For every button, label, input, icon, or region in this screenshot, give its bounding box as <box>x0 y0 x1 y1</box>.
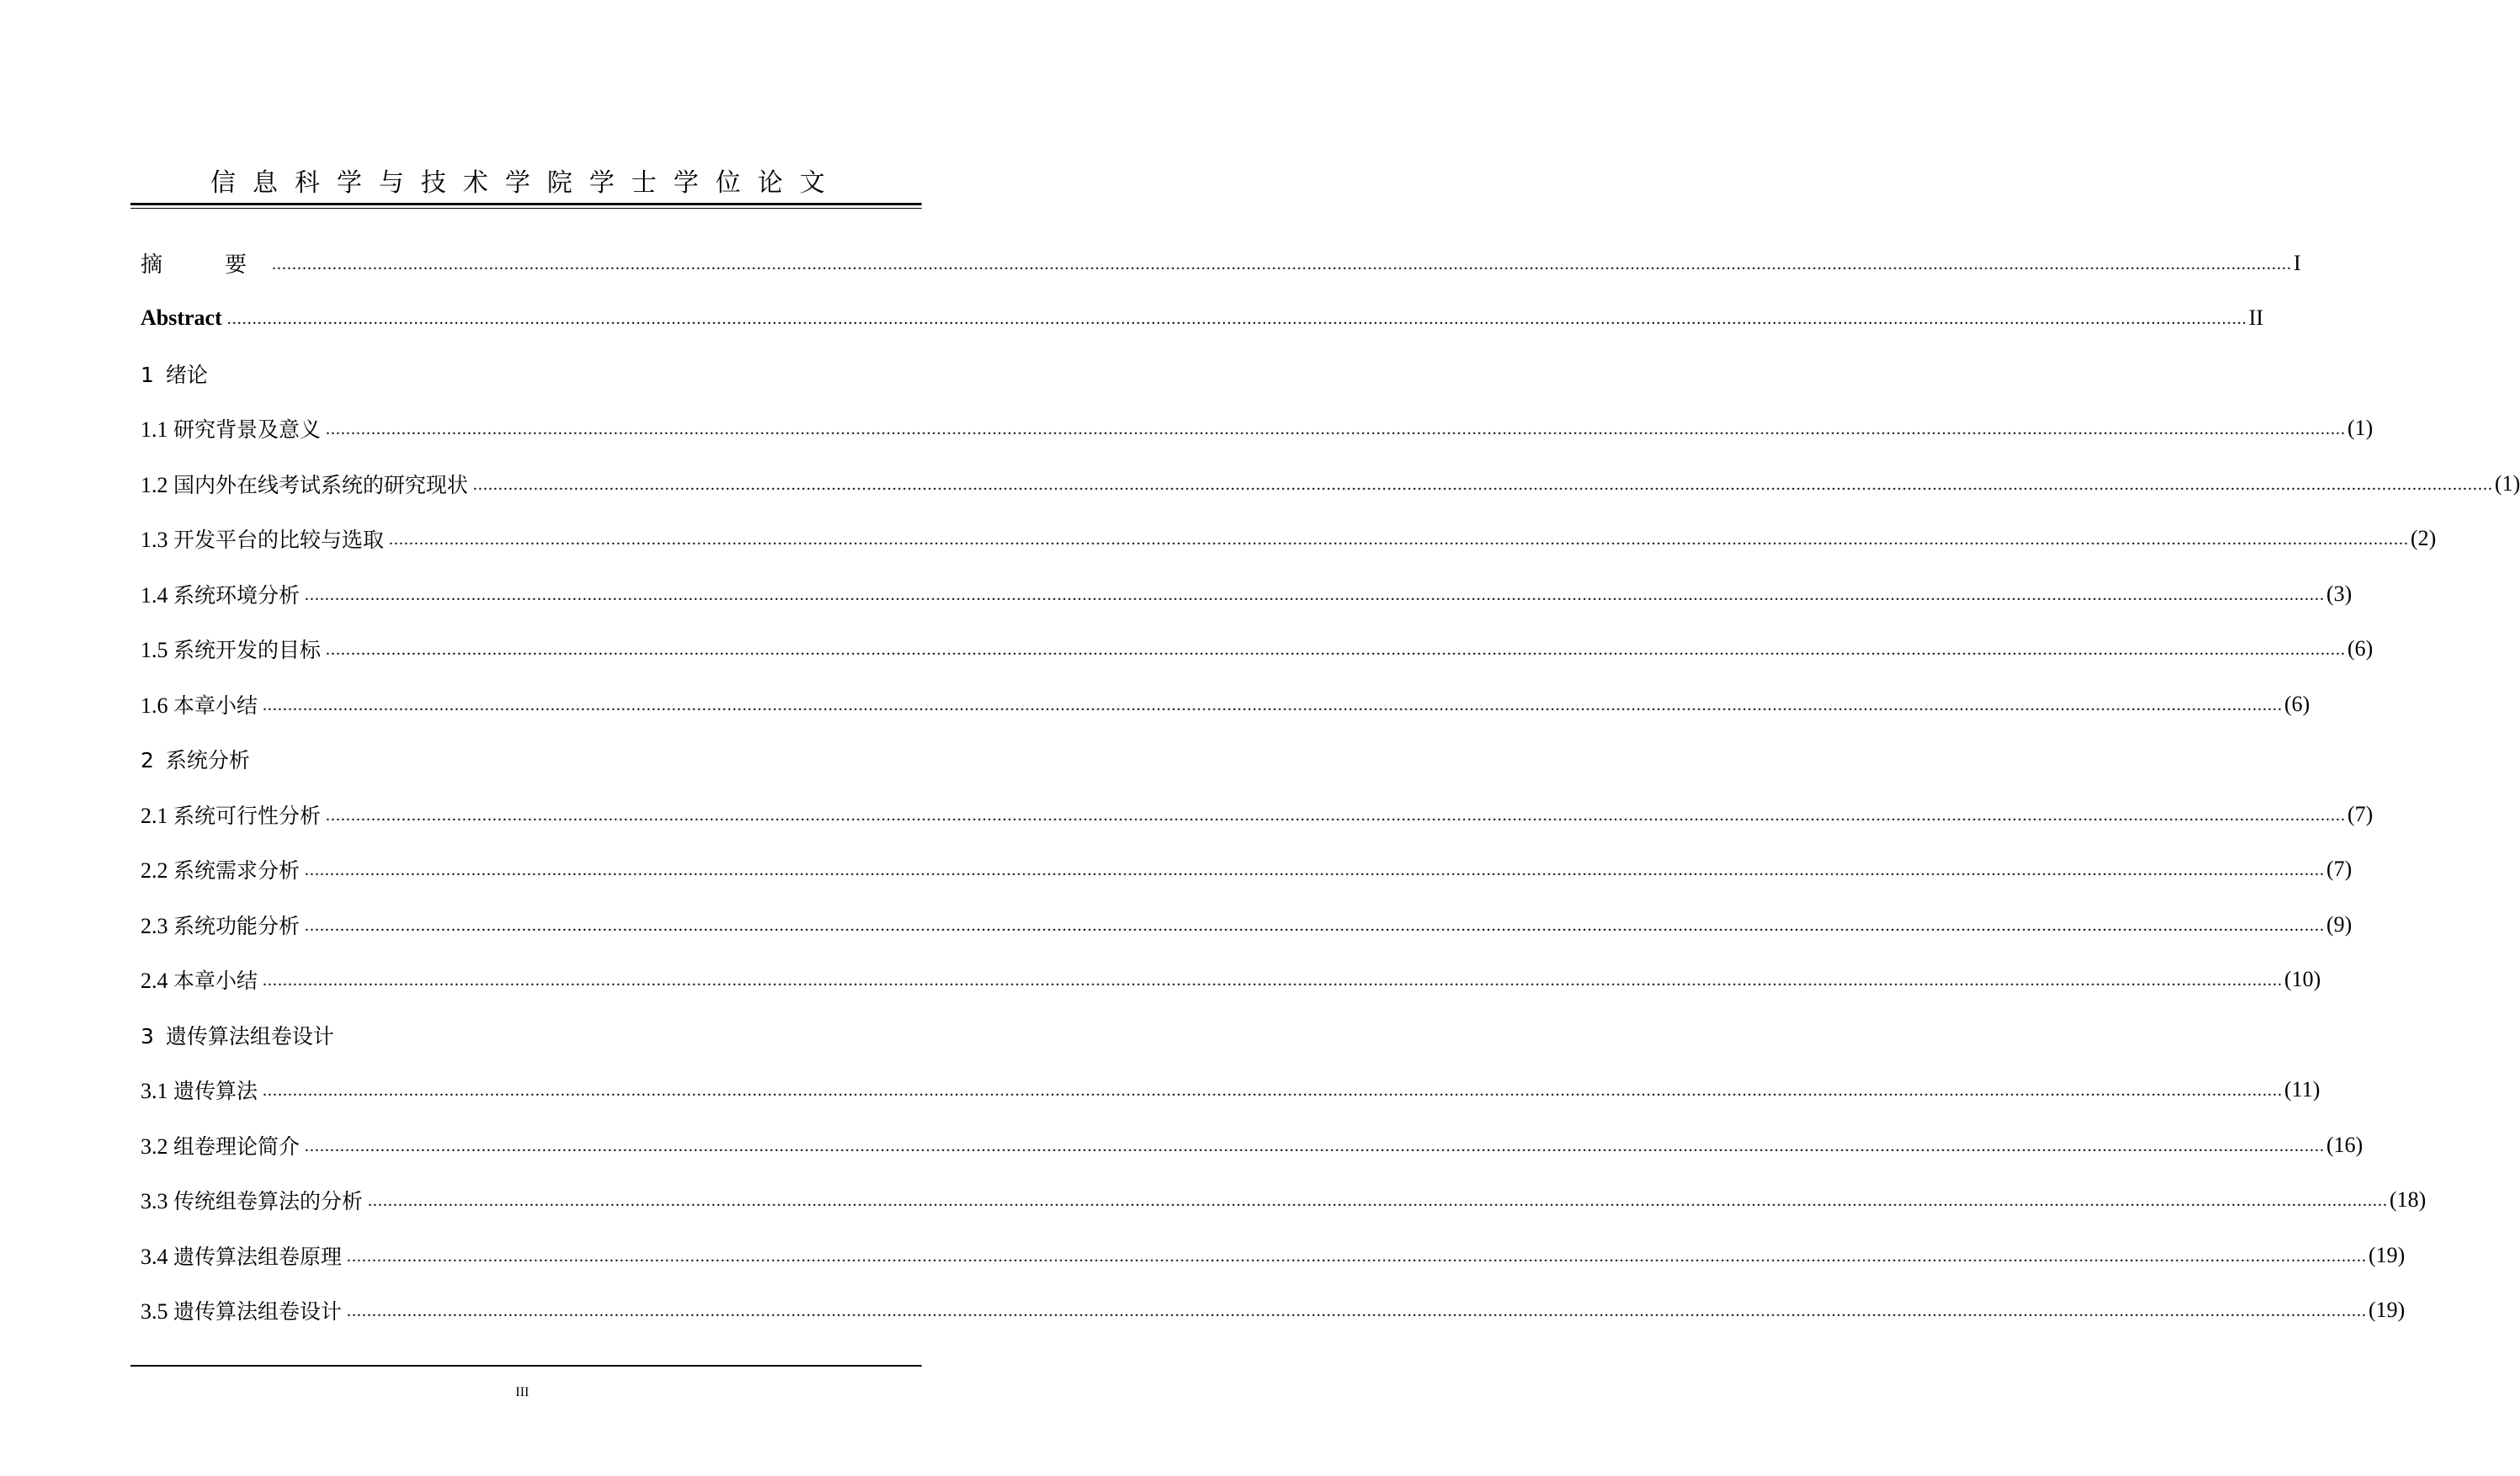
toc-entry-title <box>141 689 263 719</box>
toc-entry-number: 2.2 <box>141 858 168 884</box>
toc-entry-text: 本章小结 <box>173 693 258 718</box>
toc-page-number: (9) <box>2326 911 2353 937</box>
toc-entry-title <box>141 1240 347 1271</box>
toc-dot-leader: ................................................................................................................................................................................................................................................................................................................................................................................................................ <box>305 861 2326 879</box>
toc-chapter-heading[interactable] <box>141 346 909 401</box>
toc-page-number: I <box>2294 250 2301 275</box>
toc-entry-text: 系统分析 <box>165 748 250 773</box>
toc-entry[interactable] <box>141 456 2520 512</box>
toc-dot-leader: ................................................................................................................................................................................................................................................................................................................................................................................................................ <box>263 695 2283 714</box>
toc-page-number: (10) <box>2284 967 2321 992</box>
toc-dot-leader: ................................................................................................................................................................................................................................................................................................................................................................................................................ <box>326 805 2347 825</box>
toc-entry-title <box>141 964 263 995</box>
toc-page-number: (6) <box>2347 636 2374 661</box>
toc-page-number: (1) <box>2495 470 2520 496</box>
toc-entry-text: 遗传算法 <box>173 1079 258 1104</box>
toc-entry-title <box>141 1185 368 1215</box>
toc-entry[interactable] <box>141 512 2437 567</box>
toc-entry-title <box>141 799 326 830</box>
toc-entry[interactable] <box>141 1228 2406 1283</box>
toc-dot-leader: ................................................................................................................................................................................................................................................................................................................................................................................................................ <box>473 475 2494 494</box>
toc-page-number: (18) <box>2390 1187 2427 1213</box>
toc-page-number: (1) <box>2347 416 2374 441</box>
header-rule <box>130 203 922 205</box>
toc-entry-text: 国内外在线考试系统的研究现状 <box>173 472 469 497</box>
toc-entry[interactable] <box>141 1173 2427 1229</box>
toc-dot-leader: ................................................................................................................................................................................................................................................................................................................................................................................................................ <box>305 1136 2326 1155</box>
toc-entry-text: 本章小结 <box>173 969 258 994</box>
toc-entry-title <box>141 1075 263 1105</box>
toc-entry-text: 研究背景及意义 <box>173 417 322 443</box>
toc-entry-number: 3.5 <box>141 1299 168 1325</box>
page-number: III <box>515 1385 529 1399</box>
toc-entry[interactable] <box>141 291 2264 347</box>
toc-entry[interactable] <box>141 842 2353 898</box>
toc-entry-number: 1.4 <box>141 582 168 608</box>
running-header-title: 信息科学与技术学院学士学位论文 <box>210 168 842 198</box>
toc-entry-number: 2.4 <box>141 969 168 994</box>
toc-entry-title <box>141 744 255 774</box>
toc-chapter-heading[interactable] <box>141 1007 909 1063</box>
toc-entry[interactable] <box>141 236 2301 291</box>
toc-entry-number: 3.1 <box>141 1079 168 1104</box>
toc-page-number: (19) <box>2368 1298 2406 1323</box>
toc-dot-leader: ................................................................................................................................................................................................................................................................................................................................................................................................................ <box>305 916 2326 935</box>
toc-entry-title <box>141 854 305 884</box>
toc-page-number: (7) <box>2347 801 2374 826</box>
toc-entry-number: 1.1 <box>141 417 168 443</box>
toc-entry-title <box>141 523 389 554</box>
toc-entry-title <box>141 634 326 664</box>
toc-page-number: (19) <box>2368 1242 2406 1267</box>
toc-entry-title <box>141 358 213 389</box>
toc-entry-title <box>141 413 326 443</box>
toc-entry[interactable] <box>141 1063 2321 1118</box>
toc-entry-number: 1.5 <box>141 638 168 663</box>
toc-entry-text: 绪论 <box>165 362 208 387</box>
toc-entry[interactable] <box>141 897 2353 953</box>
toc-entry-text: 系统环境分析 <box>173 582 300 608</box>
toc-entry[interactable] <box>141 401 2374 457</box>
toc-entry-text: 摘 要 <box>141 252 268 279</box>
toc-entry-text: Abstract <box>141 305 222 331</box>
toc-entry-title <box>141 305 227 331</box>
toc-entry-text: 遗传算法组卷原理 <box>173 1244 343 1269</box>
toc-entry-number: 3.2 <box>141 1134 168 1159</box>
toc-entry-text: 传统组卷算法的分析 <box>173 1189 364 1214</box>
toc-entry-number: 1 <box>141 362 154 387</box>
toc-entry-number: 2.3 <box>141 913 168 938</box>
toc-entry-text: 遗传算法组卷设计 <box>173 1299 343 1325</box>
toc-entry[interactable] <box>141 953 2321 1008</box>
toc-entry-title <box>141 1295 347 1325</box>
toc-entry-text: 系统功能分析 <box>173 913 300 938</box>
toc-entry-number: 1.3 <box>141 528 168 553</box>
toc-dot-leader: ................................................................................................................................................................................................................................................................................................................................................................................................................ <box>226 310 2247 328</box>
toc-entry-title <box>141 247 272 279</box>
toc-dot-leader: ................................................................................................................................................................................................................................................................................................................................................................................................................ <box>347 1302 2368 1320</box>
toc-entry[interactable] <box>141 787 2374 842</box>
toc-entry-text: 组卷理论简介 <box>173 1134 300 1159</box>
toc-entry-title <box>141 910 305 940</box>
header-rule-thin <box>130 208 922 209</box>
table-of-contents <box>141 236 2520 1338</box>
toc-page-number: II <box>2248 305 2264 331</box>
toc-entry-number: 1.2 <box>141 472 168 497</box>
toc-dot-leader: ................................................................................................................................................................................................................................................................................................................................................................................................................ <box>305 585 2326 604</box>
toc-entry-text: 系统可行性分析 <box>173 803 322 828</box>
toc-entry-number: 2 <box>141 748 154 773</box>
toc-page-number: (7) <box>2326 857 2353 882</box>
toc-entry-text: 遗传算法组卷设计 <box>165 1023 334 1049</box>
toc-entry[interactable] <box>141 677 2310 732</box>
toc-page-number: (6) <box>2284 691 2310 716</box>
toc-entry-number: 1.6 <box>141 693 168 718</box>
toc-entry-title <box>141 469 473 499</box>
toc-entry-number: 3 <box>141 1023 154 1049</box>
toc-dot-leader: ................................................................................................................................................................................................................................................................................................................................................................................................................ <box>389 530 2410 549</box>
toc-entry-text: 系统需求分析 <box>173 858 300 884</box>
toc-entry[interactable] <box>141 566 2353 622</box>
toc-dot-leader: ................................................................................................................................................................................................................................................................................................................................................................................................................ <box>272 254 2293 273</box>
toc-dot-leader: ................................................................................................................................................................................................................................................................................................................................................................................................................ <box>263 1081 2283 1100</box>
toc-entry-text: 系统开发的目标 <box>173 638 322 663</box>
toc-entry[interactable] <box>141 1118 2363 1173</box>
footer-rule <box>130 1365 922 1367</box>
toc-chapter-heading[interactable] <box>141 732 909 788</box>
toc-entry-number: 3.4 <box>141 1244 168 1269</box>
toc-entry-number: 3.3 <box>141 1189 168 1214</box>
toc-dot-leader: ................................................................................................................................................................................................................................................................................................................................................................................................................ <box>368 1192 2389 1210</box>
toc-page-number: (16) <box>2326 1132 2363 1157</box>
toc-dot-leader: ................................................................................................................................................................................................................................................................................................................................................................................................................ <box>263 971 2283 990</box>
toc-entry[interactable] <box>141 1283 2406 1339</box>
toc-page-number: (2) <box>2411 526 2437 551</box>
toc-dot-leader: ................................................................................................................................................................................................................................................................................................................................................................................................................ <box>347 1246 2368 1266</box>
toc-entry-title <box>141 579 305 609</box>
toc-entry-title <box>141 1130 305 1160</box>
toc-page-number: (3) <box>2326 581 2353 606</box>
toc-entry-title <box>141 1020 339 1050</box>
toc-entry[interactable] <box>141 622 2374 677</box>
toc-dot-leader: ................................................................................................................................................................................................................................................................................................................................................................................................................ <box>326 640 2347 659</box>
toc-page-number: (11) <box>2284 1077 2321 1102</box>
toc-dot-leader: ................................................................................................................................................................................................................................................................................................................................................................................................................ <box>326 420 2347 438</box>
toc-entry-number: 2.1 <box>141 803 168 828</box>
toc-entry-text: 开发平台的比较与选取 <box>173 528 385 553</box>
